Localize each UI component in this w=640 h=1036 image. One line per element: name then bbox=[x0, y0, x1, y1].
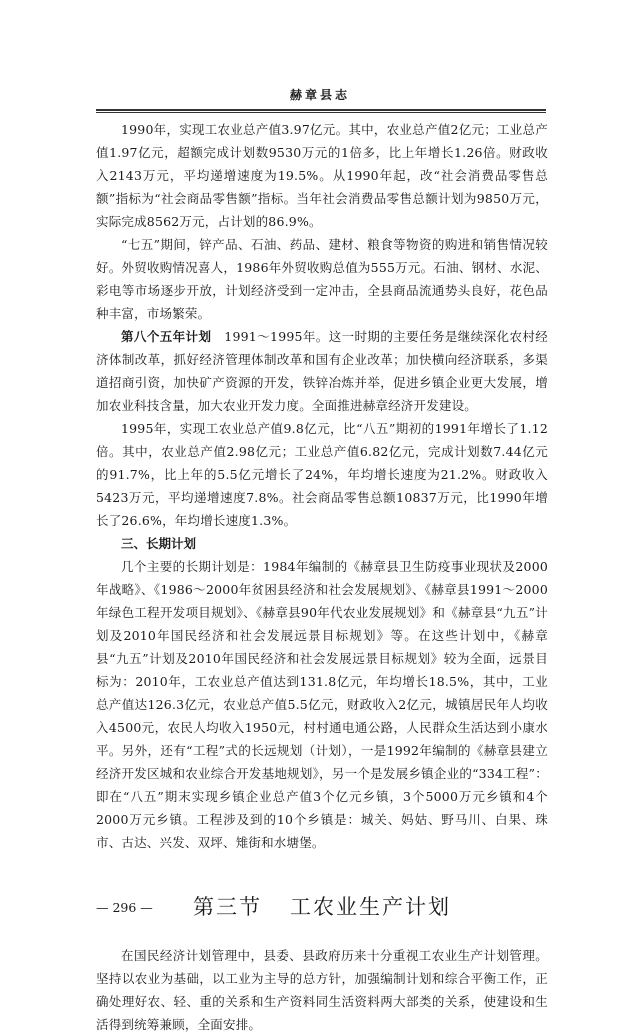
running-header: 赫章县志 bbox=[289, 88, 350, 102]
page-number: — 296 — bbox=[96, 900, 153, 915]
paragraph-text: 1991～1995年。这一时期的主要任务是继续深化农村经济体制改革，抓好经济管理体制改革和国有企业改革；加快横向经济联系，多渠道招商引资，加快矿产资源的开发，铁锌冶炼并举，促进乡镇企业更大发展，增加农业科技含量，加大农业开发力度。全面推进赫章经济开发建设。 bbox=[96, 329, 548, 413]
body-text bbox=[96, 118, 548, 1036]
paragraph bbox=[96, 325, 548, 417]
header-rule-thick bbox=[96, 109, 546, 111]
paragraph: 几个主要的长期计划是：1984年编制的《赫章县卫生防疫事业现状及2000年战略》、《1986～2000年贫困县经济和社会发展规划》、《赫章县1991～2000年绿色工程开发项目规划》、《赫章县90年代农业发展规划》和《赫章县“九五”计划及2010年国民经济和社会发展远景目标规划》等。在这些计划中，《赫章县“九五”计划及2010年国民经济和社会发展远景目标规划》较为全面，远景目标为：2010年，工农业总产值达到131.8亿元，年均增长18.5%，其中，工业总产值达126.3亿元，农业总产值5.5亿元，财政收入2亿元，城镇居民年人均收入4500元，农民人均收入1950元，村村通电通公路，人民群众生活达到小康水平。另外，还有“工程”式的长远规划（计划），一是1992年编制的《赫章县建立经济开发区城和农业综合开发基地规划》，另一个是发展乡镇企业的“334工程”：即在“八五”期末实现乡镇企业总产值3个亿元乡镇，3个5000万元乡镇和4个2000万元乡镇。工程涉及到的10个乡镇是：城关、妈姑、野马川、白果、珠市、古达、兴发、双坪、雉街和水塘堡。 bbox=[96, 559, 548, 850]
paragraph: “七五”期间，锌产品、石油、药品、建材、粮食等物资的购进和销售情况较好。外贸收购情况喜人，1986年外贸收购总值为555万元。石油、钢材、水泥、彩电等市场逐步开放，计划经济受到一定冲击，全县商品流通势头良好，花色品种丰富，市场繁荣。 bbox=[96, 237, 548, 321]
paragraph: 在国民经济计划管理中，县委、县政府历来十分重视工农业生产计划管理。坚持以农业为基础，以工业为主导的总方针，加强编制计划和综合平衡工作，正确处理好农、轻、重的关系和生产资料同生活资料两大部类的关系，使建设和生活得到统筹兼顾，全面安排。 bbox=[96, 948, 548, 1032]
section-number: 第三节 bbox=[193, 895, 262, 919]
subsection-heading: 三、长期计划 bbox=[121, 536, 197, 551]
section-name: 工农业生产计划 bbox=[290, 895, 451, 919]
paragraph-lead-heading: 第八个五年计划 bbox=[121, 329, 212, 344]
paragraph: 1995年，实现工农业总产值9.8亿元，比“八五”期初的1991年增长了1.12倍。其中，农业总产值2.98亿元；工业总产值6.82亿元，完成计划数7.44亿元的91.7%，比上年的5.5亿元增长了24%，年均增长速度为21.2%。财政收入5423万元，平均递增速度7.8%。社会商品零售总额10837万元，比1990年增长了26.6%，年均增长速度1.3%。 bbox=[96, 421, 548, 528]
paragraph: 1990年，实现工农业总产值3.97亿元。其中，农业总产值2亿元；工业总产值1.97亿元，超额完成计划数9530万元的1倍多，比上年增长1.26倍。财政收入2143万元，平均递增速度为19.5%。从1990年起，改“社会消费品零售总额”指标为“社会商品零售额”指标。当年社会消费品零售总额计划为9850万元，实际完成8562万元，占计划的86.9%。 bbox=[96, 122, 548, 229]
section-title bbox=[96, 892, 548, 922]
header-rule-thin bbox=[96, 112, 546, 113]
